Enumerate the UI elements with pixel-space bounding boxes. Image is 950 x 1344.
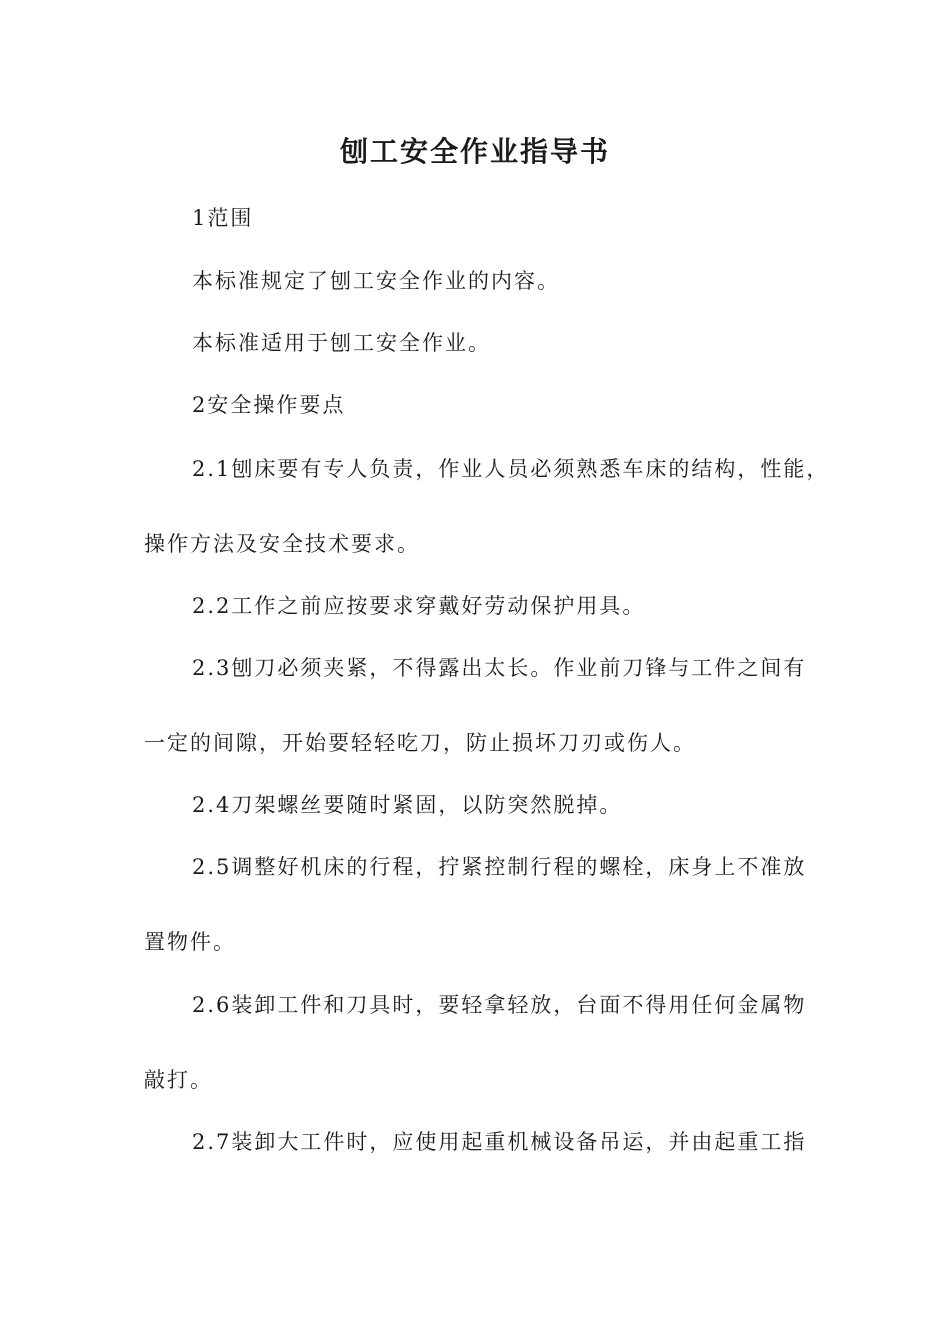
paragraph-line-2-6-cont: 敲打。 xyxy=(144,1068,213,1092)
paragraph-line: 本标准规定了刨工安全作业的内容。 xyxy=(192,269,560,293)
section-heading-scope: 1范围 xyxy=(192,206,254,230)
paragraph-line-2-1-cont: 操作方法及安全技术要求。 xyxy=(144,532,420,556)
paragraph-line-2-6: 2.6装卸工件和刀具时，要轻拿轻放，台面不得用任何金属物 xyxy=(192,993,807,1017)
paragraph-line-2-2: 2.2工作之前应按要求穿戴好劳动保护用具。 xyxy=(192,594,646,618)
paragraph-line-2-3-cont: 一定的间隙，开始要轻轻吃刀，防止损坏刀刃或伤人。 xyxy=(144,731,696,755)
section-heading-safety: 2安全操作要点 xyxy=(192,393,346,417)
paragraph-line-2-1: 2.1刨床要有专人负责，作业人员必须熟悉车床的结构，性能， xyxy=(192,457,830,481)
paragraph-line-2-4: 2.4刀架螺丝要随时紧固，以防突然脱掉。 xyxy=(192,793,623,817)
document-title: 刨工安全作业指导书 xyxy=(339,135,610,168)
paragraph-line-2-5: 2.5调整好机床的行程，拧紧控制行程的螺栓，床身上不准放 xyxy=(192,855,807,879)
paragraph-line: 本标准适用于刨工安全作业。 xyxy=(192,331,491,355)
paragraph-line-2-3: 2.3刨刀必须夹紧，不得露出太长。作业前刀锋与工件之间有 xyxy=(192,656,807,680)
paragraph-line-2-7: 2.7装卸大工件时，应使用起重机械设备吊运，并由起重工指 xyxy=(192,1130,807,1154)
paragraph-line-2-5-cont: 置物件。 xyxy=(144,930,236,954)
